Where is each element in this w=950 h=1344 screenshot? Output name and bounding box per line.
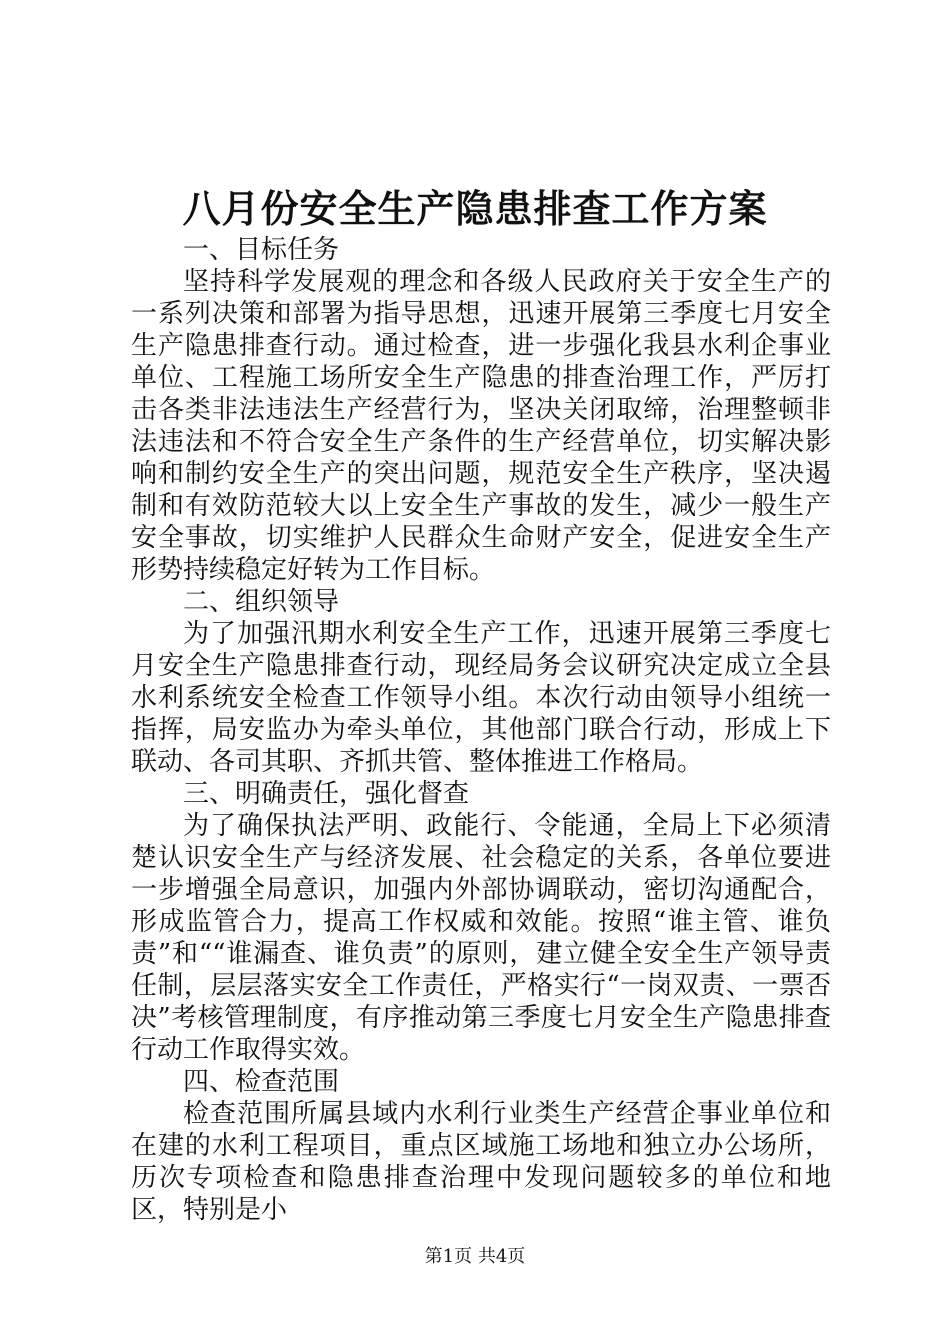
section-heading: 四、检查范围 <box>183 1067 340 1097</box>
section-paragraph: 为了加强汛期水利安全生产工作，迅速开展第三季度七月安全生产隐患排查行动，现经局务会议研究决定成立全县水利系统安全检查工作领导小组。本次行动由领导小组统一指挥，局安监办为牵头单位，其他部门联合行动，形成上下联动、各司其职、齐抓共管、整体推进工作格局。 <box>131 619 831 777</box>
section-paragraph: 检查范围所属县域内水利行业类生产经营企事业单位和在建的水利工程项目，重点区域施工场地和独立办公场所，历次专项检查和隐患排查治理中发现问题较多的单位和地区，特别是小 <box>131 1099 831 1225</box>
section-heading: 一、目标任务 <box>183 235 340 265</box>
section-paragraph: 坚持科学发展观的理念和各级人民政府关于安全生产的一系列决策和部署为指导思想，迅速开展第三季度七月安全生产隐患排查行动。通过检查，进一步强化我县水利企事业单位、工程施工场所安全生产隐患的排查治理工作，严厉打击各类非法违法生产经营行为，坚决关闭取缔，治理整顿非法违法和不符合安全生产条件的生产经营单位，切实解决影响和制约安全生产的突出问题，规范安全生产秩序，坚决遏制和有效防范较大以上安全生产事故的发生，减少一般生产安全事故，切实维护人民群众生命财产安全，促进安全生产形势持续稳定好转为工作目标。 <box>131 267 831 585</box>
page-number: 第1页 共4页 <box>424 1246 526 1267</box>
section-heading: 二、组织领导 <box>183 587 340 617</box>
section-paragraph: 为了确保执法严明、政能行、令能通，全局上下必须清楚认识安全生产与经济发展、社会稳定的关系，各单位要进一步增强全局意识，加强内外部协调联动，密切沟通配合，形成监管合力，提高工作权威和效能。按照“谁主管、谁负责”和““谁漏查、谁负责”的原则，建立健全安全生产领导责任制，层层落实安全工作责任，严格实行“一岗双责、一票否决”考核管理制度，有序推动第三季度七月安全生产隐患排查行动工作取得实效。 <box>131 811 831 1065</box>
document-title: 八月份安全生产隐患排查工作方案 <box>182 186 768 231</box>
document-body <box>131 234 831 1226</box>
section-heading: 三、明确责任，强化督查 <box>183 779 470 809</box>
